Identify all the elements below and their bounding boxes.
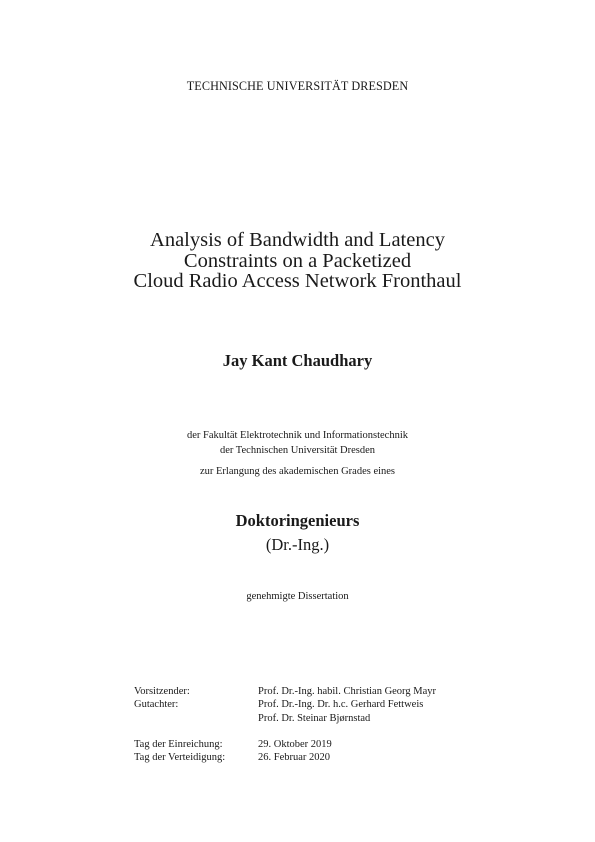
committee-block	[134, 685, 436, 725]
committee-member: Prof. Dr.-Ing. Dr. h.c. Gerhard Fettweis	[258, 699, 424, 711]
degree-name: Doktoringenieurs	[235, 511, 360, 530]
thesis-title-line: Analysis of Bandwidth and Latency	[150, 229, 445, 251]
dates-block	[134, 738, 332, 765]
university-name: TECHNISCHE UNIVERSITÄT DRESDEN	[186, 79, 409, 93]
date-value: 26. Februar 2020	[258, 752, 331, 764]
committee-member: Prof. Dr.-Ing. habil. Christian Georg Mayr	[258, 686, 436, 697]
committee-names	[258, 698, 423, 725]
degree-abbreviation: (Dr.-Ing.)	[265, 535, 330, 554]
date-label: Tag der Verteidigung:	[134, 752, 226, 764]
faculty-line: der Fakultät Elektrotechnik und Informationstechnik	[186, 430, 409, 441]
committee-row	[134, 698, 436, 725]
thesis-title-line: Cloud Radio Access Network Fronthaul	[133, 270, 462, 292]
committee-names	[258, 685, 436, 698]
committee-member: Prof. Dr. Steinar Bjørnstad	[258, 712, 371, 724]
thesis-title	[0, 230, 595, 292]
approval-note: genehmigte Dissertation	[246, 591, 349, 602]
date-value: 29. Oktober 2019	[258, 739, 332, 750]
author-name: Jay Kant Chaudhary	[222, 351, 373, 370]
date-row	[134, 738, 332, 751]
committee-role: Vorsitzender:	[134, 686, 190, 697]
committee-role: Gutachter:	[134, 699, 179, 711]
purpose-statement: zur Erlangung des akademischen Grades eines	[199, 466, 396, 477]
thesis-title-line: Constraints on a Packetized	[183, 249, 412, 272]
faculty-line: der Technischen Universität Dresden	[219, 445, 376, 456]
committee-row	[134, 685, 436, 698]
faculty-statement	[0, 428, 595, 458]
date-row	[134, 751, 332, 764]
date-label: Tag der Einreichung:	[134, 739, 223, 750]
